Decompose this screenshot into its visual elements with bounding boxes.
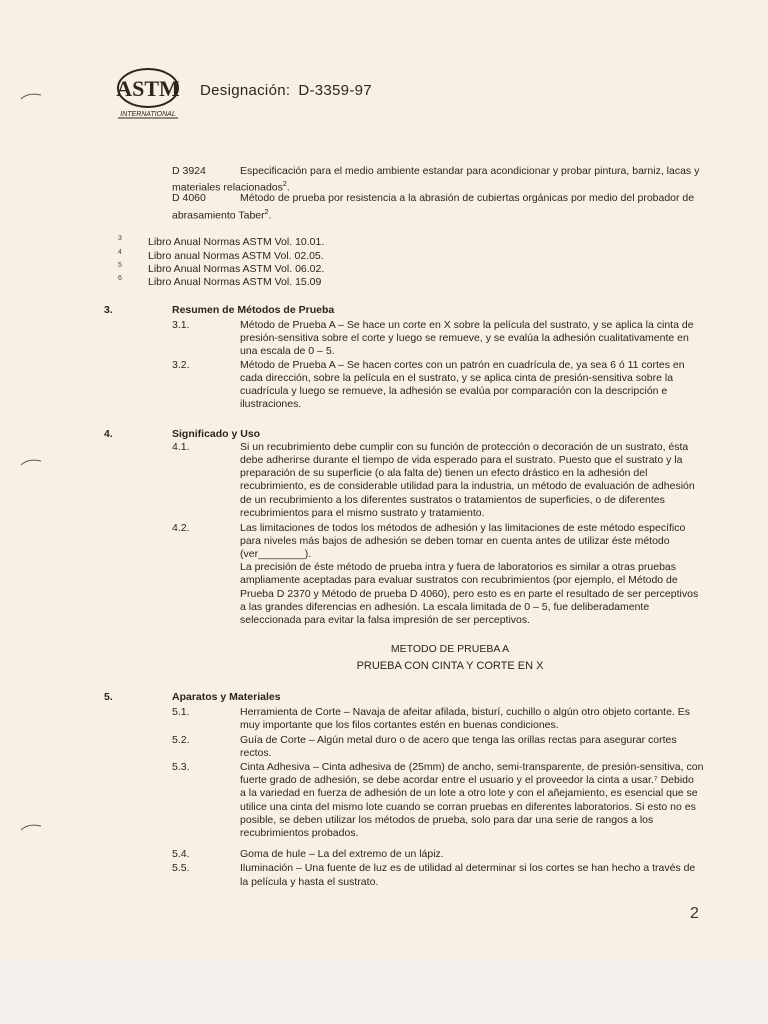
item-line: ilustraciones. <box>240 398 302 410</box>
margin-mark-icon <box>20 823 42 831</box>
item-line: presión-sensitiva sobre el corte y luego se remueve, y se evalúa la adhesión cualitativamente en <box>240 332 689 344</box>
astm-logo <box>112 64 184 120</box>
item-line: debe adherirse durante el tiempo de vida esperado para el sustrato. Puesto que el sustrato y la <box>240 454 683 466</box>
item-number: 4.1. <box>172 441 190 453</box>
item-line: posible, se deben utilizar los métodos de prueba, solo para dar una serie de rangos a los <box>240 814 654 826</box>
item-line: recubrimientos probados. <box>240 827 359 839</box>
item-line: una escala de 0 – 5. <box>240 345 335 357</box>
page-bottom-strip <box>0 958 768 1024</box>
item-line: Guía de Corte – Algún metal duro o de acero que tenga las orillas rectas para asegurar cortes <box>240 734 677 746</box>
method-heading-line2: PRUEBA CON CINTA Y CORTE EN X <box>356 660 544 672</box>
designation-label: Designación: <box>200 82 291 99</box>
footnote-number: 5 <box>118 262 122 269</box>
item-line: preparación de su superficie (o ala falta de) tienen un efecto drástico en la adhesión del <box>240 467 648 479</box>
svg-text:INTERNATIONAL: INTERNATIONAL <box>120 111 176 118</box>
item-line: Goma de hule – La del extremo de un lápiz. <box>240 848 444 860</box>
margin-mark-icon <box>20 458 42 466</box>
item-line: Si un recubrimiento debe cumplir con su función de protección o decoración de un sustrato, ésta <box>240 441 689 453</box>
item-number: 5.2. <box>172 734 190 746</box>
ref-text-cont: abrasamiento Taber$^2$. <box>172 209 272 222</box>
ref-text: Especificación para el medio ambiente estandar para acondicionar y probar pintura, barniz, lacas y <box>240 165 700 177</box>
item-line: de un recubrimiento a los diferentes sustratos o tratamientos de superficies, o de diferentes <box>240 494 665 506</box>
item-line: (ver________). <box>240 548 312 560</box>
item-line: Iluminación – Una fuente de luz es de utilidad al determinar si los cortes se han hecho a través de <box>240 862 696 874</box>
ref-code: D 4060 <box>172 192 206 204</box>
item-number: 5.5. <box>172 862 190 874</box>
item-line: ampliamente aceptadas para evaluar sustratos con recubrimientos (por ejemplo, el Método de <box>240 574 678 586</box>
section-number: 4. <box>104 428 113 440</box>
designation-code: D-3359-97 <box>298 82 372 99</box>
footnote-text: Libro anual Normas ASTM Vol. 02.05. <box>148 250 324 262</box>
item-number: 4.2. <box>172 522 190 534</box>
footnote-number: 6 <box>118 275 122 282</box>
ref-code: D 3924 <box>172 165 206 177</box>
item-number: 5.3. <box>172 761 190 773</box>
item-line: a la variedad en fuerza de adhesión de un lote a otro lote y con el añejamiento, es esencial que se <box>240 787 698 799</box>
footnote-text: Libro Anual Normas ASTM Vol. 15.09 <box>148 276 322 288</box>
page-number: 2 <box>690 905 699 922</box>
method-heading-line1: METODO DE PRUEBA A <box>390 643 510 655</box>
designation <box>200 82 372 99</box>
item-line: seleccionada para evitar la falsa impresión de ser perceptivos. <box>240 614 531 626</box>
item-line: la película y hasta el sustrato. <box>240 876 379 888</box>
item-line: recubrimientos para el mismo sustrato y tratamiento. <box>240 507 485 519</box>
astm-logo-icon <box>112 64 184 120</box>
item-number: 3.1. <box>172 319 190 331</box>
item-line: Herramienta de Corte – Navaja de afeitar afilada, bisturí, cuchillo o algún otro objeto cortante. Es <box>240 706 690 718</box>
item-line: utilice una cinta del mismo lote cuando se corran pruebas en diferentes laboratorios. Si esto no es <box>240 801 696 813</box>
section-title: Aparatos y Materiales <box>172 691 281 703</box>
item-line: La precisión de éste método de prueba intra y fuera de laboratorios es similar a otras pruebas <box>240 561 676 573</box>
item-line: Método de Prueba A – Se hacen cortes con un patrón en cuadrícula de, ya sea 6 ó 11 cortes en <box>240 359 685 371</box>
section-number: 5. <box>104 691 113 703</box>
section-title: Resumen de Métodos de Prueba <box>172 304 335 316</box>
item-number: 5.1. <box>172 706 190 718</box>
item-line: recubrimiento, es de considerable utilidad para la industria, un método de evaluación de adhesión <box>240 480 695 492</box>
item-number: 3.2. <box>172 359 190 371</box>
item-line: muy importante que los filos cortantes estén en buenas condiciones. <box>240 719 559 731</box>
footnote-text: Libro Anual Normas ASTM Vol. 10.01. <box>148 236 325 248</box>
ref-text-cont: materiales relacionados$^2$. <box>172 181 290 194</box>
footnote-number: 4 <box>118 249 122 256</box>
item-line: Método de Prueba A – Se hace un corte en X sobre la película del sustrato, y se aplica la cinta de <box>240 319 694 331</box>
footnote-text: Libro Anual Normas ASTM Vol. 06.02. <box>148 263 325 275</box>
footnote-number: 3 <box>118 235 122 242</box>
item-line: Las limitaciones de todos los métodos de adhesión y las limitaciones de este método específico <box>240 522 686 534</box>
section-title: Significado y Uso <box>172 428 261 440</box>
item-number: 5.4. <box>172 848 190 860</box>
item-line: Cinta Adhesiva – Cinta adhesiva de (25mm) de ancho, semi-transparente, de presión-sensitiva, con <box>240 761 704 773</box>
margin-mark-icon <box>20 92 42 100</box>
item-line: a las grandes diferencias en adhesión. La escala limitada de 0 – 5, fue deliberadamente <box>240 601 650 613</box>
item-line: rectos. <box>240 747 272 759</box>
item-line: cuadrícula y luego se remueve, la adhesión se evalúa por comparación con la descripción e <box>240 385 668 397</box>
ref-text: Método de prueba por resistencia a la abrasión de cubiertas orgánicas por medio del probador de <box>240 192 695 204</box>
item-line: fuerte grado de adhesión, se debe acordar entre el usuario y el proveedor la cinta a usar.⁷ Debido <box>240 774 694 786</box>
section-number: 3. <box>104 304 113 316</box>
item-line: para niveles más bajos de adhesión se deben tomar en cuenta antes de utilizar éste método <box>240 535 670 547</box>
item-line: cada dirección, sobre la película en el sustrato, y se aplica cinta de presión-sensitiva sobre la <box>240 372 674 384</box>
svg-text:ASTM: ASTM <box>116 76 180 101</box>
item-line: Prueba D 2370 y Método de prueba D 4060), pero esto es en parte el resultado de ser perceptivos <box>240 588 699 600</box>
